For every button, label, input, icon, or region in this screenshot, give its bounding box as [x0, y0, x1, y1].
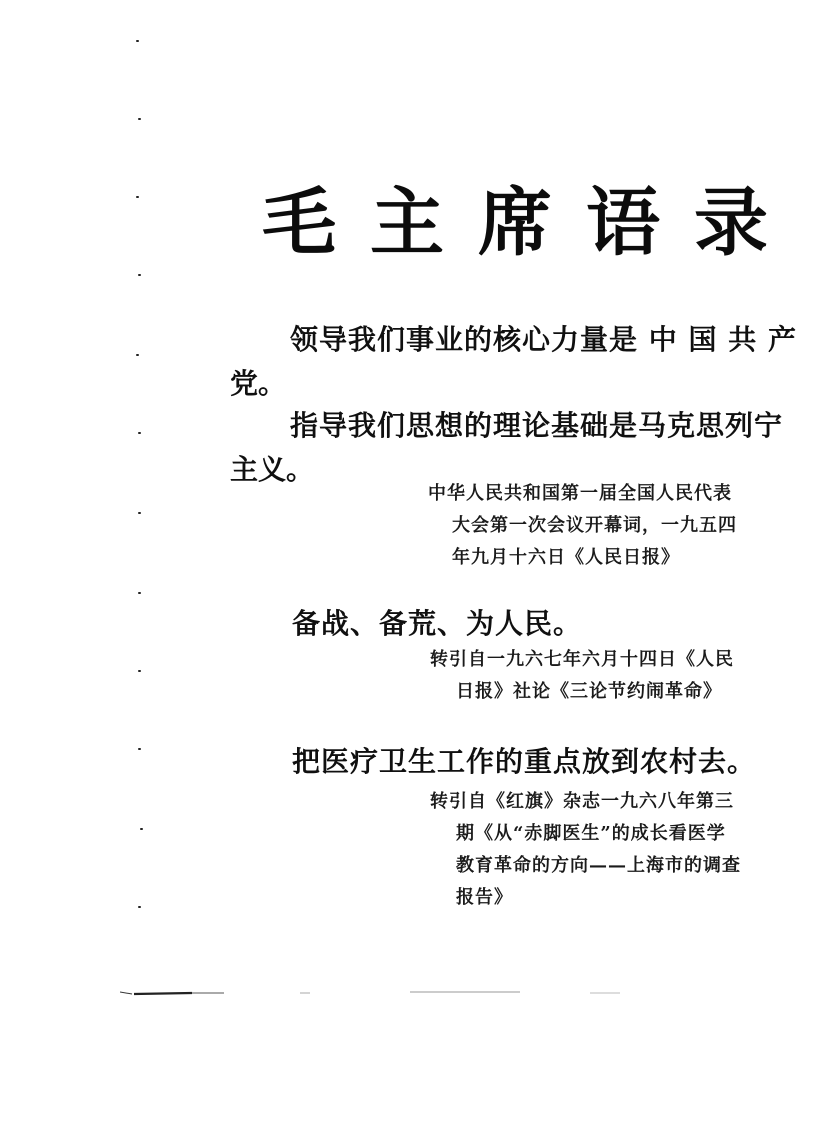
margin-speck — [138, 906, 141, 908]
quote-3-source-line-1: 转引自一九六七年六月十四日《人民 — [430, 649, 734, 670]
quote-4-source-line-1: 转引自《红旗》杂志一九六八年第三 — [430, 791, 734, 812]
quote-3-source-line-2: 日报》社论《三论节约闹革命》 — [456, 681, 722, 702]
margin-speck — [138, 432, 141, 434]
quote-2-source-line-2: 大会第一次会议开幕词，一九五四 — [452, 515, 737, 536]
margin-speck — [138, 670, 141, 672]
margin-speck — [136, 40, 139, 42]
margin-speck — [138, 274, 141, 276]
quote-2-line-2: 主义。 — [230, 453, 315, 486]
quote-2-source-line-1: 中华人民共和国第一届全国人民代表 — [428, 483, 732, 504]
quote-3-line-1: 备战、备荒、为人民。 — [292, 607, 583, 640]
quote-1-line-2: 党。 — [230, 367, 287, 400]
margin-speck — [136, 196, 139, 198]
margin-speck — [138, 118, 141, 120]
margin-speck — [136, 354, 139, 356]
page-title: 毛主席语录 — [262, 180, 802, 266]
quote-4-source-line-4: 报告》 — [456, 887, 513, 908]
bottom-rule — [120, 990, 640, 996]
margin-speck — [138, 592, 141, 594]
margin-speck — [138, 512, 141, 514]
quote-4-source-line-2: 期《从“赤脚医生”的成长看医学 — [456, 823, 726, 844]
quote-2-source-line-3: 年九月十六日《人民日报》 — [452, 547, 680, 568]
quote-2-line-1: 指导我们思想的理论基础是马克思列宁 — [290, 409, 784, 442]
margin-speck — [140, 828, 143, 830]
quote-1-line-1: 领导我们事业的核心力量是 中 国 共 产 — [290, 323, 797, 356]
margin-speck — [138, 748, 141, 750]
quote-4-line-1: 把医疗卫生工作的重点放到农村去。 — [292, 745, 757, 778]
quote-4-source-line-3: 教育革命的方向——上海市的调查 — [456, 855, 741, 876]
